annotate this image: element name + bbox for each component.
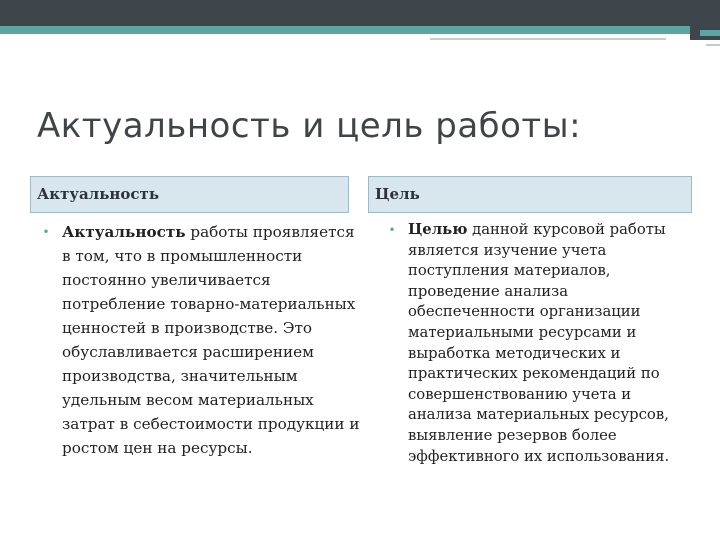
bullet-lead: Актуальность [62,223,186,241]
corner-accent-bar [700,30,720,36]
decor-rule-right [706,44,720,46]
top-accent-bar [0,26,690,34]
bullet-rest: данной курсовой работы является изучение учета поступления материалов, проведение анализа обеспеченности организации материальными ресурсами и выработка методических и практических рекомендаций по совершенствованию учета и анализа материальных ресурсов, выявление резервов более эффективного их использования. [408,221,670,465]
column-body-actuality [30,220,360,460]
top-decor-bar [0,0,720,26]
column-header-actuality: Актуальность [30,176,349,213]
bullet-rest: работы проявляется в том, что в промышленности постоянно увеличивается потребление товарно-материальных ценностей в производстве. Это обуславливается расширением производства, значительным удельным весом материальных затрат в себестоимости продукции и ростом цен на ресурсы. [62,223,360,457]
bullet-text [62,220,360,460]
decor-rule [430,38,666,40]
bullet-lead: Целью [408,221,468,238]
bullet-item [376,220,692,467]
bullet-icon: • [42,225,50,239]
column-body-goal [376,220,692,467]
column-header-goal: Цель [368,176,692,213]
bullet-text [408,220,692,467]
bullet-item [30,220,360,460]
bullet-icon: • [388,223,396,237]
slide-title: Актуальность и цель работы: [37,106,582,146]
